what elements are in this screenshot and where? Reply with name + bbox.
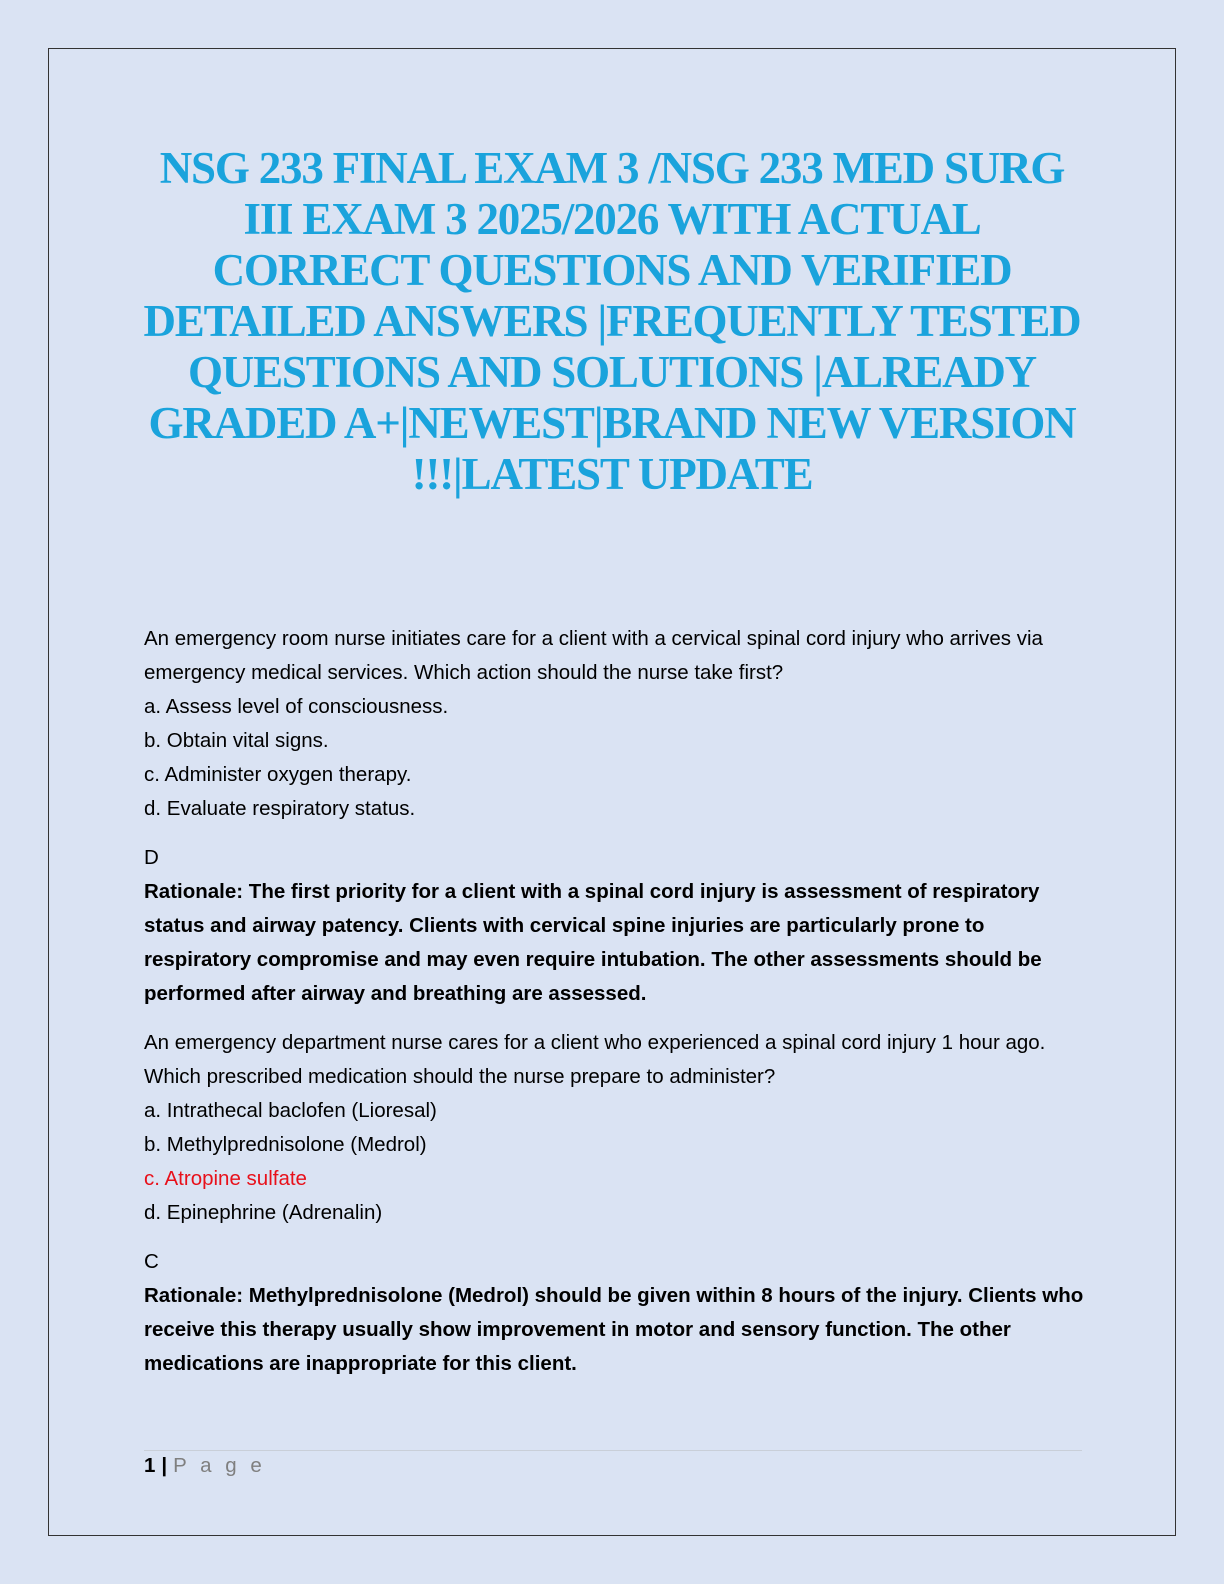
footer-divider <box>144 1450 1082 1451</box>
document-body <box>144 622 1090 1381</box>
answer-option-a: a. Intrathecal baclofen (Lioresal) <box>144 1099 437 1122</box>
correct-answer: C <box>144 1250 159 1273</box>
rationale: Rationale: Methylprednisolone (Medrol) should be given within 8 hours of the injury. Clients who receive this therapy usually show improvement in motor and sensory function. The other medications are inappropriate for this client. <box>144 1284 1084 1375</box>
page-label: P a g e <box>173 1454 266 1477</box>
footer-separator: | <box>161 1454 168 1477</box>
page-number: 1 <box>144 1454 156 1477</box>
rationale: Rationale: The first priority for a client with a spinal cord injury is assessment of respiratory status and airway patency. Clients with cervical spine injuries are particularly prone to respiratory compromise and may even require intubation. The other assessments should be performed after airway and breathing are assessed. <box>144 880 1042 1005</box>
question-stem: An emergency room nurse initiates care for a client with a cervical spinal cord injury who arrives via emergency medical services. Which action should the nurse take first? <box>144 627 1043 684</box>
answer-option-d: d. Epinephrine (Adrenalin) <box>144 1201 383 1224</box>
question-2 <box>144 1026 1090 1381</box>
answer-option-c-highlighted: c. Atropine sulfate <box>144 1167 307 1190</box>
answer-option-b: b. Methylprednisolone (Medrol) <box>144 1133 427 1156</box>
page-footer <box>144 1453 266 1479</box>
answer-option-a: a. Assess level of consciousness. <box>144 695 449 718</box>
correct-answer: D <box>144 846 159 869</box>
document-title: NSG 233 FINAL EXAM 3 /NSG 233 MED SURG III EXAM 3 2025/2026 WITH ACTUAL CORRECT QUESTIONS AND VERIFIED DETAILED ANSWERS |FREQUENTLY TESTED QUESTIONS AND SOLUTIONS |ALREADY GRADED A+|NEWEST|BRAND NEW VERSION !!!|LATEST UPDATE <box>143 143 1081 499</box>
answer-option-b: b. Obtain vital signs. <box>144 729 329 752</box>
question-stem: An emergency department nurse cares for a client who experienced a spinal cord injury 1 hour ago. Which prescribed medication should the nurse prepare to administer? <box>144 1031 1046 1088</box>
answer-option-d: d. Evaluate respiratory status. <box>144 797 416 820</box>
answer-option-c: c. Administer oxygen therapy. <box>144 763 412 786</box>
question-1 <box>144 622 1090 1011</box>
